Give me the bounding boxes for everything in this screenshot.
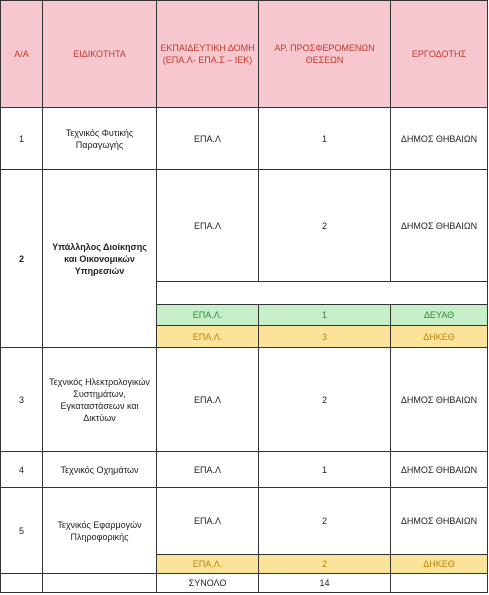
cell-positions: 2 [259, 170, 391, 282]
total-label: ΣΥΝΟΛΟ [157, 574, 259, 593]
cell-structure: ΕΠΑ.Λ. [157, 555, 259, 574]
cell-employer: ΔΗΜΟΣ ΘΗΒΑΙΩΝ [391, 348, 488, 452]
cell-specialty: Τεχνικός Εφαρμογών Πληροφορικής [43, 488, 157, 574]
table-row [1, 488, 488, 555]
cell-positions: 2 [259, 348, 391, 452]
table-row [1, 170, 488, 282]
cell-structure: ΕΠΑ.Λ [157, 348, 259, 452]
header-structure: ΕΚΠΑΙΔΕΥΤΙΚΗ ΔΟΜΗ (ΕΠΑ.Λ- ΕΠΑ.Σ – ΙΕΚ) [157, 1, 259, 108]
cell-structure: ΕΠΑ.Λ [157, 452, 259, 488]
cell-specialty: Τεχνικός Ηλεκτρολογικών Συστημάτων, Εγκαταστάσεων και Δικτύων [43, 348, 157, 452]
cell-positions: 3 [259, 326, 391, 348]
cell-specialty: Τεχνικός Φυτικής Παραγωγής [43, 108, 157, 170]
cell-employer: ΔΗΜΟΣ ΘΗΒΑΙΩΝ [391, 170, 488, 282]
cell-positions: 1 [259, 305, 391, 326]
cell-positions: 1 [259, 452, 391, 488]
header-specialty: ΕΙΔΙΚΟΤΗΤΑ [43, 1, 157, 108]
cell-positions: 1 [259, 108, 391, 170]
cell-employer: ΔΕΥΑΘ [391, 305, 488, 326]
cell-empty [1, 574, 43, 593]
cell-aa: 3 [1, 348, 43, 452]
cell-employer: ΔΗΜΟΣ ΘΗΒΑΙΩΝ [391, 108, 488, 170]
cell-specialty: Υπάλληλος Διοίκησης και Οικονομικών Υπηρεσιών [43, 170, 157, 348]
cell-empty [391, 574, 488, 593]
header-aa: Α/Α [1, 1, 43, 108]
table-row [1, 452, 488, 488]
cell-empty [157, 282, 488, 305]
cell-employer: ΔΗΚΕΘ [391, 326, 488, 348]
header-positions: ΑΡ. ΠΡΟΣΦΕΡΟΜΕΝΩΝ ΘΕΣΕΩΝ [259, 1, 391, 108]
table-row [1, 348, 488, 452]
cell-aa: 4 [1, 452, 43, 488]
cell-structure: ΕΠΑ.Λ. [157, 305, 259, 326]
cell-aa: 1 [1, 108, 43, 170]
cell-empty [43, 574, 157, 593]
cell-specialty: Τεχνικός Οχημάτων [43, 452, 157, 488]
total-value: 14 [259, 574, 391, 593]
cell-structure: ΕΠΑ.Λ. [157, 326, 259, 348]
cell-structure: ΕΠΑ.Λ [157, 170, 259, 282]
cell-aa: 2 [1, 170, 43, 348]
cell-structure: ΕΠΑ.Λ [157, 108, 259, 170]
cell-employer: ΔΗΚΕΘ [391, 555, 488, 574]
header-employer: ΕΡΓΟΔΟΤΗΣ [391, 1, 488, 108]
total-row [1, 574, 488, 593]
cell-employer: ΔΗΜΟΣ ΘΗΒΑΙΩΝ [391, 488, 488, 555]
header-row [1, 1, 488, 108]
cell-positions: 2 [259, 555, 391, 574]
cell-structure: ΕΠΑ.Λ [157, 488, 259, 555]
cell-aa: 5 [1, 488, 43, 574]
table-row [1, 108, 488, 170]
cell-employer: ΔΗΜΟΣ ΘΗΒΑΙΩΝ [391, 452, 488, 488]
cell-positions: 2 [259, 488, 391, 555]
